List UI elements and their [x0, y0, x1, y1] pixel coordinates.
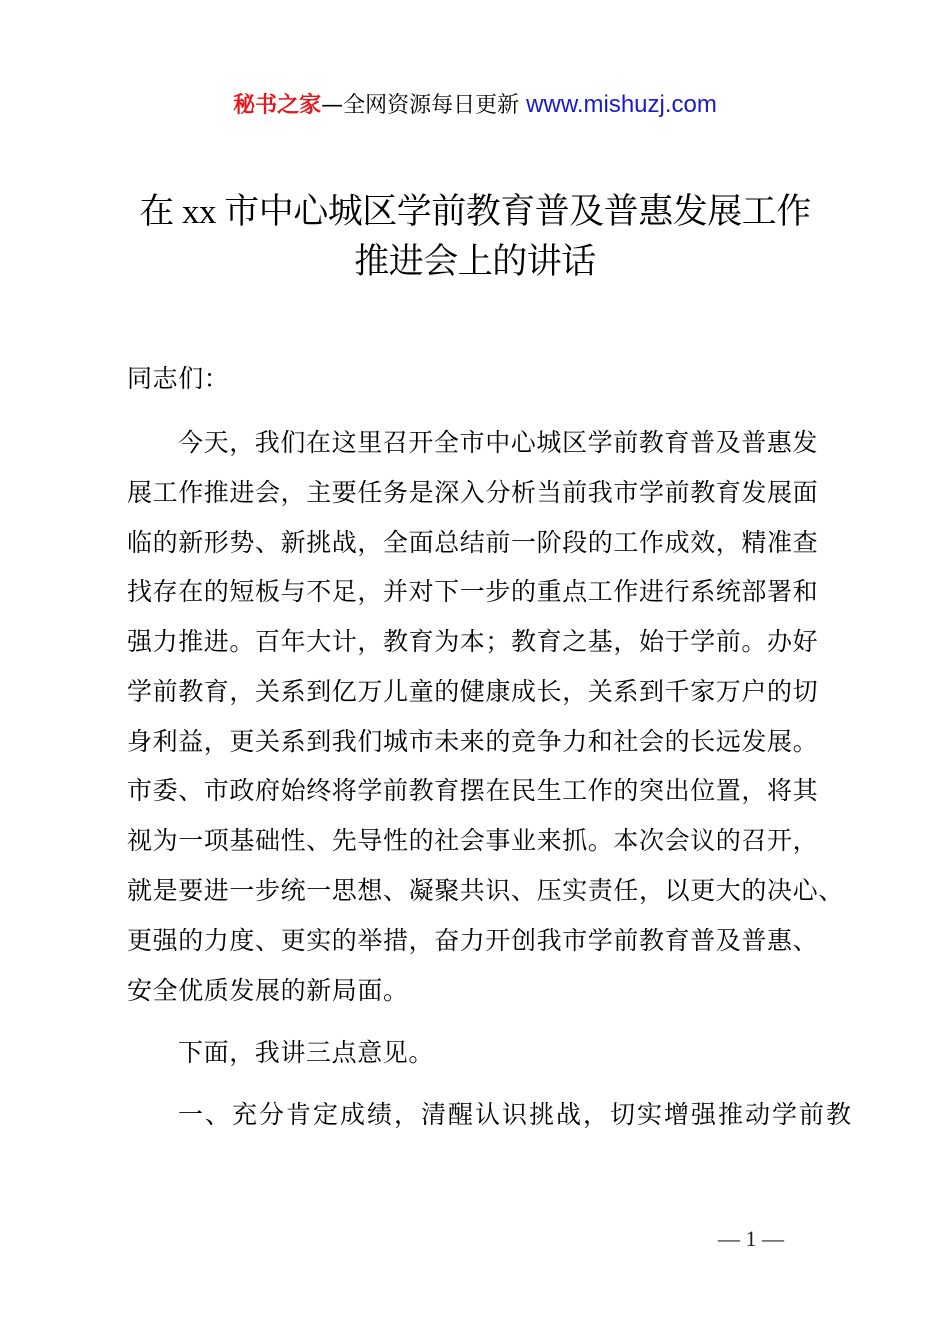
salutation: 同志们：: [127, 364, 230, 393]
banner-slogan: —全网资源每日更新: [321, 93, 520, 118]
section-heading-1: 一、充分肯定成绩，清醒认识挑战，切实增强推动学前教: [178, 1100, 854, 1129]
title-placeholder-city: xx: [173, 192, 225, 231]
title-prefix: 在: [139, 192, 174, 232]
brand-name: 秘书之家: [233, 93, 322, 118]
paragraph-line: 临的新形势、新挑战，全面总结前一阶段的工作成效，精准查: [127, 528, 819, 557]
page-number: — 1 —: [718, 1226, 784, 1251]
paragraph-line: 找存在的短板与不足，并对下一步的重点工作进行系统部署和: [127, 577, 819, 606]
paragraph-line: 展工作推进会，主要任务是深入分析当前我市学前教育发展面: [127, 478, 819, 507]
document-title-line-2: 推进会上的讲话: [354, 242, 596, 282]
paragraph-line: 强力推进。百年大计，教育为本；教育之基，始于学前。办好: [127, 627, 819, 656]
site-url-link[interactable]: www.mishuzj.com: [526, 91, 717, 118]
site-banner: [0, 88, 950, 119]
paragraph-line: 更强的力度、更实的举措，奋力开创我市学前教育普及普惠、: [127, 926, 819, 955]
document-title-line-1: [0, 184, 950, 234]
paragraph-line: 市委、市政府始终将学前教育摆在民生工作的突出位置，将其: [127, 776, 819, 805]
paragraph-line: 学前教育，关系到亿万儿童的健康成长，关系到千家万户的切: [127, 677, 819, 706]
paragraph-line: 安全优质发展的新局面。: [127, 976, 409, 1005]
paragraph-line: 身利益，更关系到我们城市未来的竞争力和社会的长远发展。: [127, 727, 819, 756]
paragraph-line: 视为一项基础性、先导性的社会事业来抓。本次会议的召开，: [127, 826, 819, 855]
paragraph-transition: 下面，我讲三点意见。: [178, 1038, 435, 1067]
paragraph-line: 就是要进一步统一思想、凝聚共识、压实责任，以更大的决心、: [127, 876, 844, 905]
title-suffix: 市中心城区学前教育普及普惠发展工作: [224, 192, 811, 232]
paragraph-line: 今天，我们在这里召开全市中心城区学前教育普及普惠发: [178, 428, 819, 457]
